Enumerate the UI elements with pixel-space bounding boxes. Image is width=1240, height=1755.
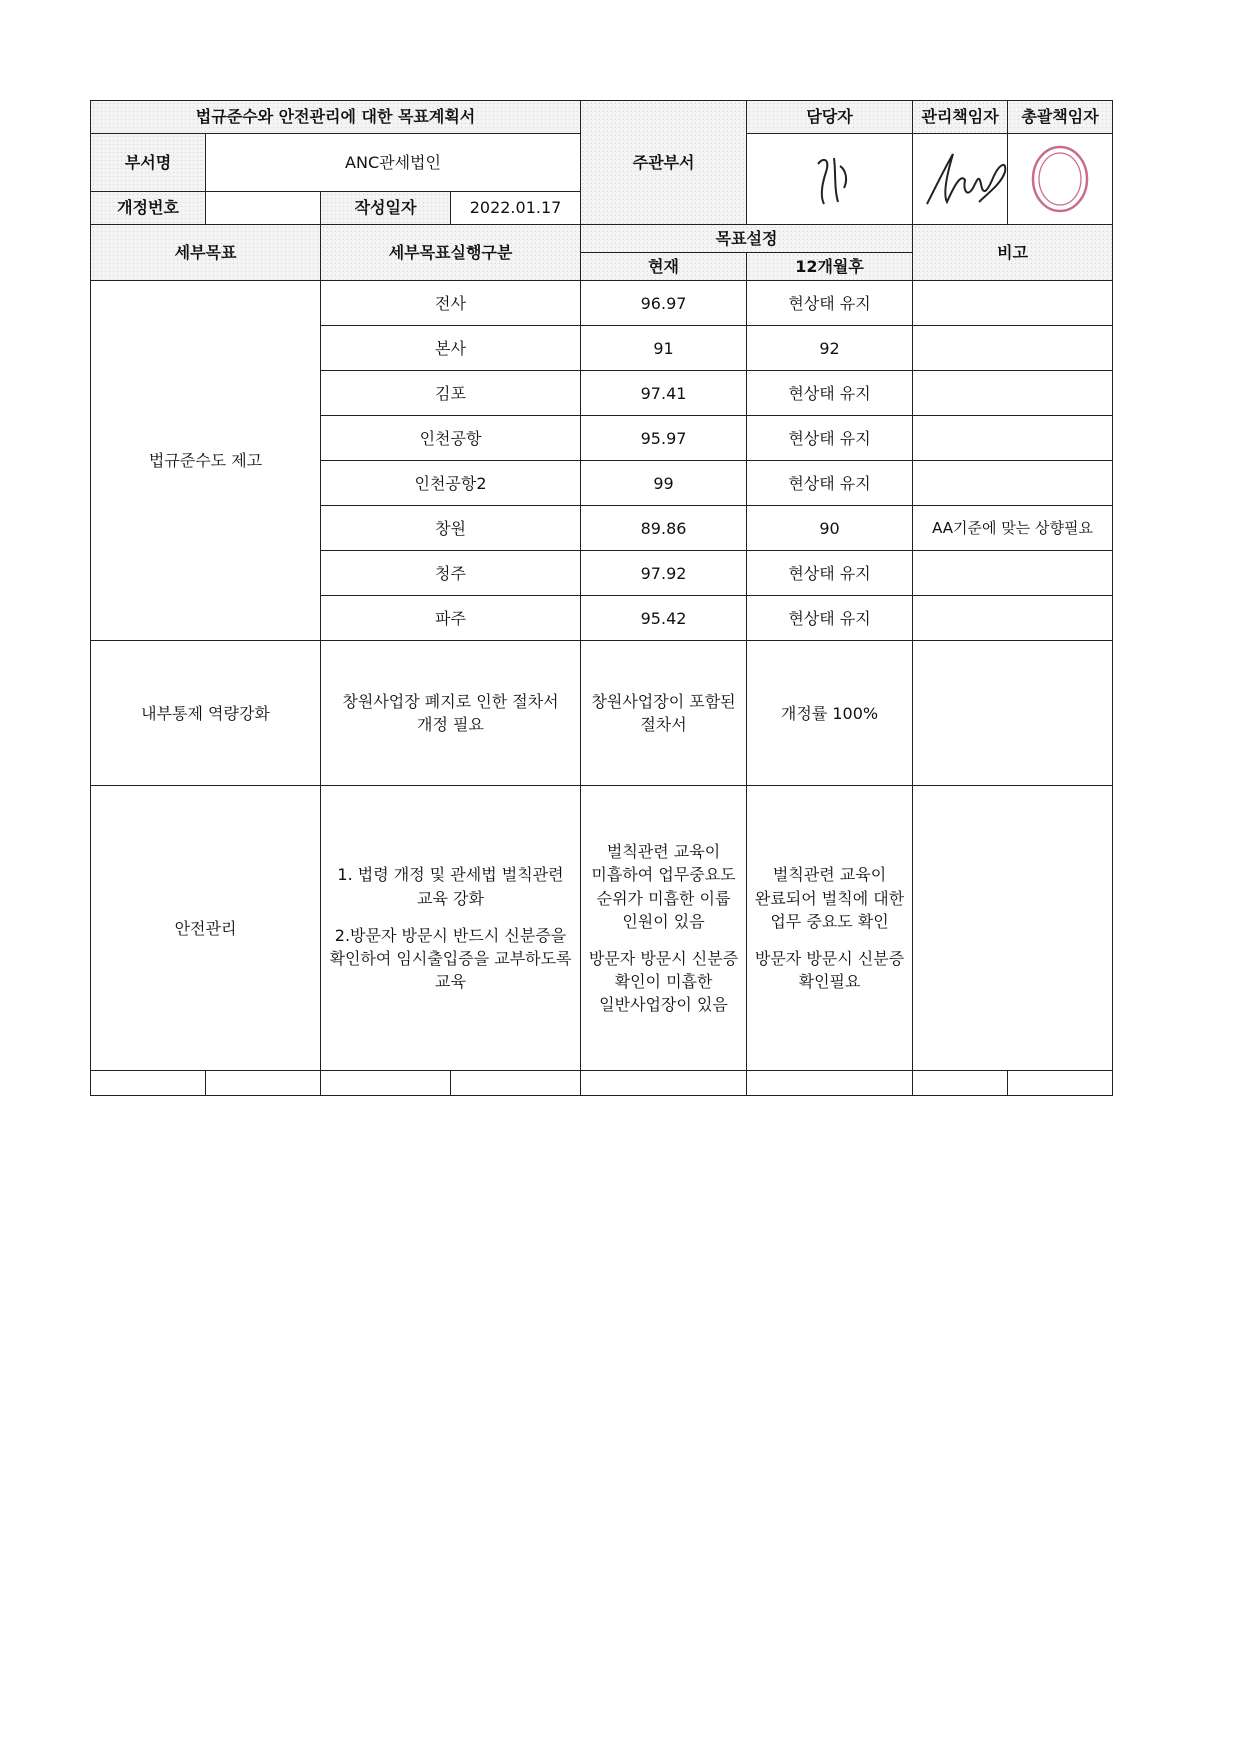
table-row — [91, 786, 1113, 1071]
goal-safety: 안전관리 — [91, 786, 321, 1071]
current-value: 97.41 — [581, 371, 747, 416]
empty-cell — [1008, 1071, 1113, 1096]
empty-cell — [206, 1071, 321, 1096]
safety-actions — [321, 786, 581, 1071]
site-name: 인천공항 — [321, 416, 581, 461]
staff-signature — [747, 134, 913, 225]
note-value — [913, 551, 1113, 596]
site-name: 김포 — [321, 371, 581, 416]
goal-compliance: 법규준수도 제고 — [91, 281, 321, 641]
target-value: 현상태 유지 — [747, 416, 913, 461]
empty-cell — [581, 1071, 747, 1096]
safety-target-1: 벌칙관련 교육이 완료되어 벌칙에 대한 업무 중요도 확인 — [754, 865, 905, 931]
site-name: 청주 — [321, 551, 581, 596]
target-value: 현상태 유지 — [747, 371, 913, 416]
site-name: 전사 — [321, 281, 581, 326]
target-value: 현상태 유지 — [747, 596, 913, 641]
col-after-header: 12개월후 — [747, 253, 913, 281]
current-value: 99 — [581, 461, 747, 506]
internal-note — [913, 641, 1113, 786]
empty-cell — [913, 1071, 1008, 1096]
note-value — [913, 281, 1113, 326]
current-value: 89.86 — [581, 506, 747, 551]
company-seal — [1008, 134, 1113, 225]
safety-action-2: 2.방문자 방문시 반드시 신분증을 확인하여 임시출입증을 교부하도록 교육 — [329, 925, 572, 992]
date-value: 2022.01.17 — [451, 192, 581, 225]
target-value: 현상태 유지 — [747, 281, 913, 326]
internal-target: 개정률 100% — [747, 641, 913, 786]
dept-label: 부서명 — [91, 134, 206, 192]
current-value: 91 — [581, 326, 747, 371]
safety-current — [581, 786, 747, 1071]
col-note-header: 비고 — [913, 225, 1113, 281]
safety-action-1: 1. 법령 개정 및 관세법 벌칙관련 교육 강화 — [337, 865, 564, 908]
safety-current-2: 방문자 방문시 신분증 확인이 미흡한 일반사업장이 있음 — [588, 948, 739, 1015]
manager-signature — [913, 134, 1008, 225]
note-value: AA기준에 맞는 상향필요 — [913, 506, 1113, 551]
date-label: 작성일자 — [321, 192, 451, 225]
goal-plan-table — [90, 100, 1113, 1096]
approver-manager-label: 관리책임자 — [913, 101, 1008, 134]
empty-cell — [321, 1071, 451, 1096]
owner-dept-label: 주관부서 — [581, 101, 747, 225]
current-value: 95.42 — [581, 596, 747, 641]
col-action-header: 세부목표실행구분 — [321, 225, 581, 281]
site-name: 인천공항2 — [321, 461, 581, 506]
empty-cell — [91, 1071, 206, 1096]
doc-title: 법규준수와 안전관리에 대한 목표계획서 — [91, 101, 581, 134]
current-value: 95.97 — [581, 416, 747, 461]
dept-value: ANC관세법인 — [206, 134, 581, 192]
approver-staff-label: 담당자 — [747, 101, 913, 134]
target-value: 현상태 유지 — [747, 461, 913, 506]
table-row — [91, 641, 1113, 786]
note-value — [913, 596, 1113, 641]
empty-cell — [451, 1071, 581, 1096]
target-value: 92 — [747, 326, 913, 371]
site-name: 창원 — [321, 506, 581, 551]
note-value — [913, 326, 1113, 371]
internal-current: 창원사업장이 포함된 절차서 — [581, 641, 747, 786]
note-value — [913, 371, 1113, 416]
empty-cell — [747, 1071, 913, 1096]
table-row — [91, 281, 1113, 326]
document-sheet — [90, 100, 1112, 1096]
approver-chief-label: 총괄책임자 — [1008, 101, 1113, 134]
col-current-header: 현재 — [581, 253, 747, 281]
target-value: 현상태 유지 — [747, 551, 913, 596]
goal-internal-control: 내부통제 역량강화 — [91, 641, 321, 786]
rev-value — [206, 192, 321, 225]
safety-note — [913, 786, 1113, 1071]
safety-current-1: 벌칙관련 교육이 미흡하여 업무중요도 순위가 미흡한 이룹 인원이 있음 — [591, 842, 736, 931]
current-value: 97.92 — [581, 551, 747, 596]
site-name: 본사 — [321, 326, 581, 371]
rev-label: 개정번호 — [91, 192, 206, 225]
col-goal-header: 세부목표 — [91, 225, 321, 281]
site-name: 파주 — [321, 596, 581, 641]
target-value: 90 — [747, 506, 913, 551]
safety-target-2: 방문자 방문시 신분증 확인필요 — [754, 948, 905, 992]
current-value: 96.97 — [581, 281, 747, 326]
empty-row — [91, 1071, 1113, 1096]
col-target-header: 목표설정 — [581, 225, 913, 253]
note-value — [913, 416, 1113, 461]
internal-action: 창원사업장 폐지로 인한 절차서 개정 필요 — [321, 641, 581, 786]
note-value — [913, 461, 1113, 506]
safety-target — [747, 786, 913, 1071]
